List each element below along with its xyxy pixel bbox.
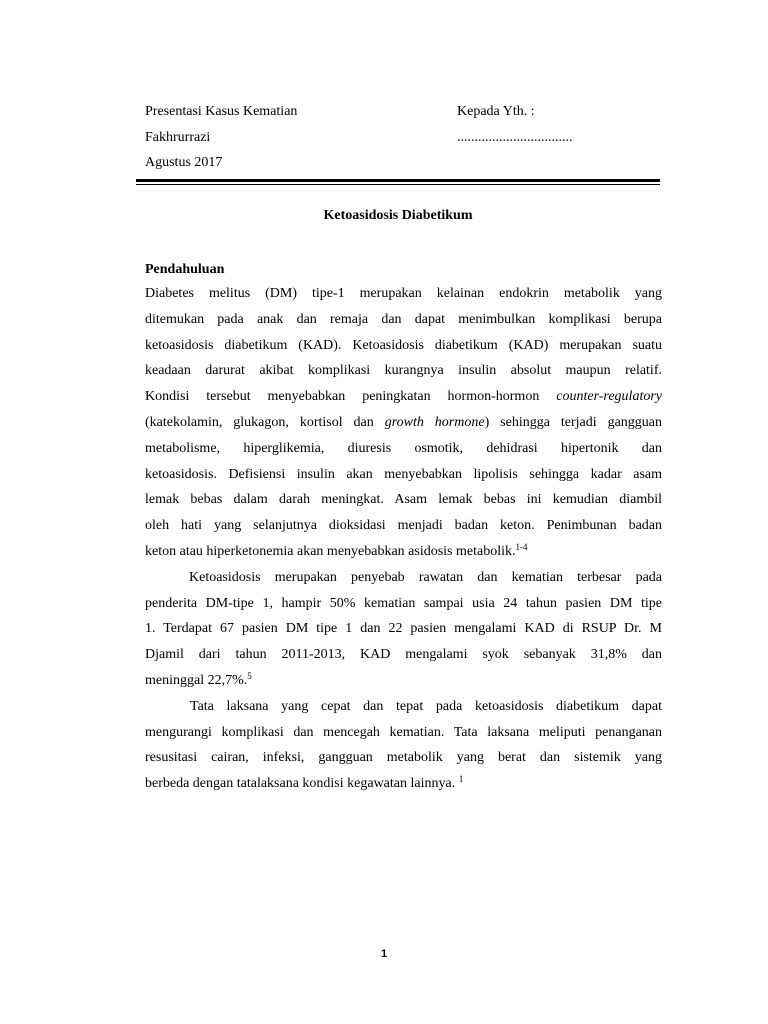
text-line: Diabetes melitus (DM) tipe-1 merupakan kelainan endokrin metabolik yang — [145, 286, 662, 301]
citation-ref: 1-4 — [515, 541, 528, 552]
citation-ref: 1 — [458, 774, 464, 785]
recipient-blank: ................................. — [457, 130, 573, 145]
header-rule-thin — [136, 184, 660, 185]
header-date: Agustus 2017 — [145, 155, 223, 170]
text-span: keton atau hiperketonemia akan menyebabkan asidosis metabolik. — [145, 543, 516, 559]
text-line: resusitasi cairan, infeksi, gangguan metabolik yang berat dan sistemik yang — [145, 750, 662, 766]
text-line: oleh hati yang selanjutnya dioksidasi menjadi badan keton. Penimbunan badan — [145, 518, 662, 534]
text-line — [145, 671, 662, 697]
text-line: metabolisme, hiperglikemia, diuresis osmotik, dehidrasi hipertonik dan — [145, 440, 662, 456]
citation-ref: 5 — [247, 670, 252, 681]
header-rule-thick — [136, 179, 660, 182]
text-span: ) sehingga terjadi gangguan — [484, 414, 662, 430]
text-span: (katekolamin, glukagon, kortisol dan — [145, 414, 385, 430]
text-line: lemak bebas dalam darah meningkat. Asam lemak bebas ini kemudian diambil — [145, 492, 662, 508]
document-title: Ketoasidosis Diabetikum — [323, 208, 473, 223]
text-line: 1. Terdapat 67 pasien DM tipe 1 dan 22 pasien mengalami KAD di RSUP Dr. M — [145, 621, 662, 637]
text-span: berbeda dengan tatalaksana kondisi kegawatan lainnya. — [145, 776, 459, 792]
section-heading: Pendahuluan — [145, 262, 225, 277]
text-line — [145, 387, 662, 413]
text-line: ditemukan pada anak dan remaja dan dapat menimbulkan komplikasi berupa — [145, 311, 662, 327]
recipient-label: Kepada Yth. : — [457, 104, 535, 119]
paragraph-3 — [145, 697, 662, 800]
paragraph-1 — [145, 284, 662, 568]
page-number: 1 — [380, 948, 388, 960]
text-line — [145, 542, 662, 568]
text-line — [145, 413, 662, 439]
header-author: Fakhrurrazi — [145, 130, 211, 145]
text-span: meninggal 22,7%. — [145, 672, 248, 688]
text-line: Tata laksana yang cepat dan tepat pada ketoasidosis diabetikum dapat — [190, 698, 662, 714]
text-span: Kondisi tersebut menyebabkan peningkatan hormon-hormon — [145, 389, 557, 405]
italic-term: counter-regulatory — [556, 389, 662, 405]
text-line: mengurangi komplikasi dan mencegah kematian. Tata laksana meliputi penanganan — [145, 724, 662, 740]
text-line: penderita DM-tipe 1, hampir 50% kematian sampai usia 24 tahun pasien DM tipe — [145, 595, 662, 611]
text-line — [145, 774, 662, 800]
text-line: keadaan darurat akibat komplikasi kurangnya insulin absolut maupun relatif. — [145, 363, 662, 379]
text-line: Djamil dari tahun 2011-2013, KAD mengalami syok sebanyak 31,8% dan — [145, 647, 662, 663]
text-line: Ketoasidosis merupakan penyebab rawatan dan kematian terbesar pada — [189, 569, 662, 585]
header-title: Presentasi Kasus Kematian — [145, 104, 298, 119]
paragraph-2 — [145, 568, 662, 697]
body-text — [145, 284, 662, 800]
italic-term: growth hormone — [384, 414, 485, 430]
text-line: ketoasidosis. Defisiensi insulin akan menyebabkan lipolisis sehingga kadar asam — [145, 466, 662, 482]
text-line: ketoasidosis diabetikum (KAD). Ketoasidosis diabetikum (KAD) merupakan suatu — [145, 337, 662, 353]
